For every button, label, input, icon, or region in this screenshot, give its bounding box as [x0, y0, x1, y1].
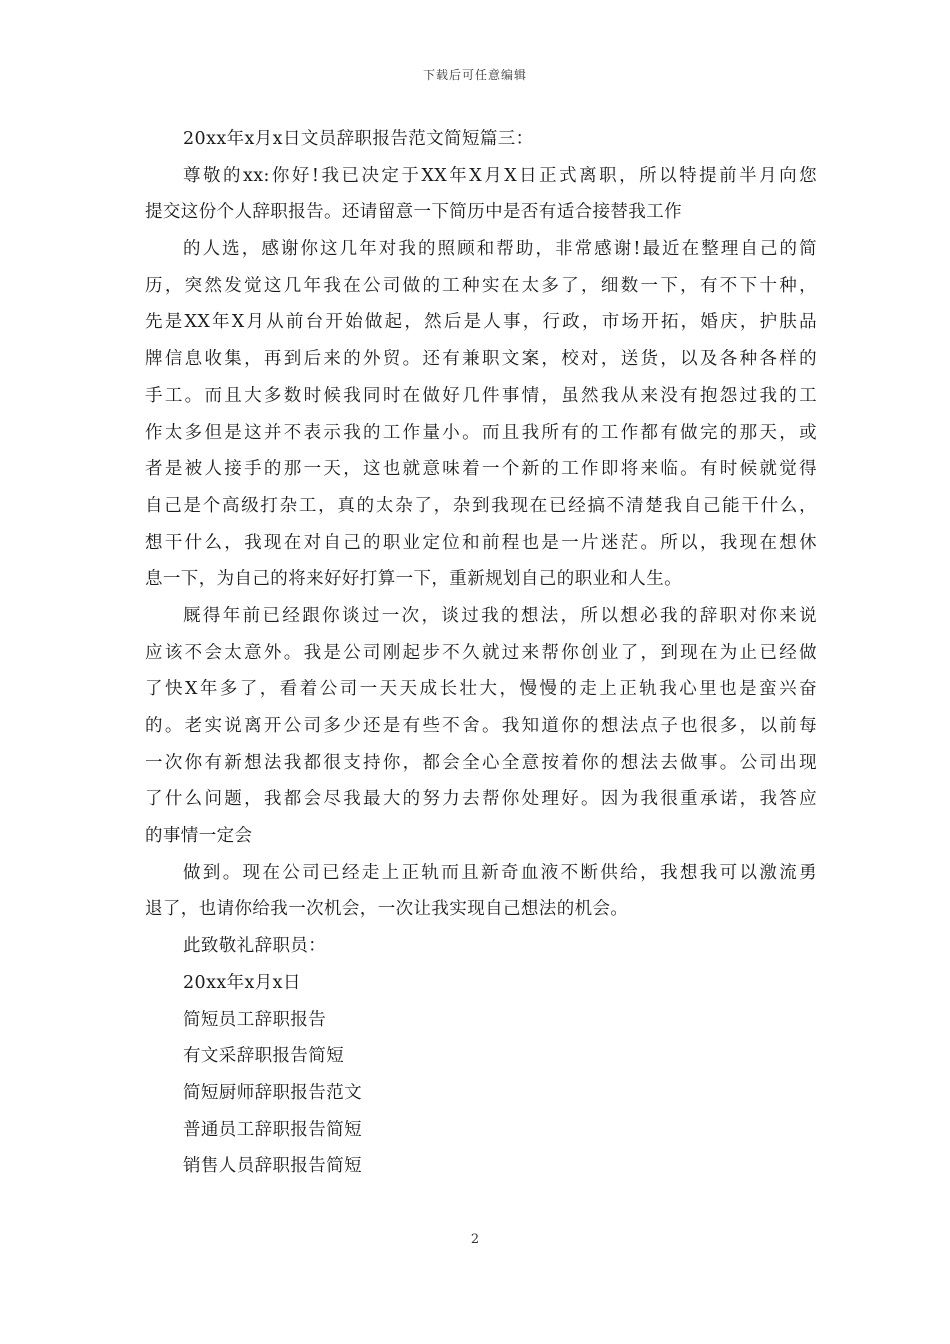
paragraph-line: 者是被人接手的那一天，这也就意味着一个新的工作即将来临。有时候就觉得	[145, 459, 817, 480]
paragraph-line: 了什么问题，我都会尽我最大的努力去帮你处理好。因为我很重承诺，我答应	[145, 789, 817, 810]
page-number: 2	[470, 1232, 480, 1247]
paragraph-line: 的事情一定会	[145, 826, 253, 847]
related-title: 简短厨师辞职报告范文	[183, 1082, 362, 1103]
closing-salutation: 此致敬礼辞职员：	[183, 936, 327, 957]
paragraph-line: 想干什么，我现在对自己的职业定位和前程也是一片迷茫。所以，我现在想休	[145, 532, 817, 553]
paragraph-line: 提交这份个人辞职报告。还请留意一下简历中是否有适合接替我工作	[145, 202, 682, 223]
closing-date: 20xx年x月x日	[183, 972, 301, 993]
related-title: 销售人员辞职报告简短	[183, 1156, 362, 1177]
header-note: 下载后可任意编辑	[422, 68, 527, 82]
paragraph-line: 应该不会太意外。我是公司刚起步不久就过来帮你创业了，到现在为止已经做	[145, 642, 817, 663]
related-title: 简短员工辞职报告	[183, 1009, 327, 1030]
paragraph-line: 历，突然发觉这几年我在公司做的工种实在太多了，细数一下，有不下十种，	[145, 275, 817, 296]
related-title: 有文采辞职报告简短	[183, 1046, 345, 1067]
paragraph-line: 息一下，为自己的将来好好打算一下，重新规划自己的职业和人生。	[145, 569, 682, 590]
section-title: 20xx年x月x日文员辞职报告范文简短篇三：	[183, 129, 534, 149]
paragraph-line: 厩得年前已经跟你谈过一次，谈过我的想法，所以想必我的辞职对你来说	[183, 605, 817, 626]
document-body	[145, 121, 817, 1185]
related-title: 普通员工辞职报告简短	[183, 1119, 362, 1140]
paragraph-line: 的。老实说离开公司多少还是有些不舍。我知道你的想法点子也很多，以前每	[145, 716, 817, 736]
paragraph-line: 的人选，感谢你这几年对我的照顾和帮助，非常感谢!最近在整理自己的简	[183, 239, 817, 260]
paragraph-line: 了快X年多了，看着公司一天天成长壮大，慢慢的走上正轨我心里也是蛮兴奋	[145, 679, 817, 700]
paragraph-line: 作太多但是这并不表示我的工作量小。而且我所有的工作都有做完的那天，或	[145, 422, 817, 443]
paragraph-line: 做到。现在公司已经走上正轨而且新奇血液不断供给，我想我可以激流勇	[183, 862, 817, 883]
paragraph-line: 一次你有新想法我都很支持你，都会全心全意按着你的想法去做事。公司出现	[145, 752, 817, 773]
paragraph-line: 先是XX年X月从前台开始做起，然后是人事，行政，市场开拓，婚庆，护肤品	[145, 312, 817, 333]
paragraph-line: 尊敬的xx:你好!我已决定于XX年X月X日正式离职，所以特提前半月向您	[183, 165, 817, 186]
paragraph-line: 自己是个高级打杂工，真的太杂了，杂到我现在已经搞不清楚我自己能干什么，	[145, 495, 817, 516]
paragraph-line: 手工。而且大多数时候我同时在做好几件事情，虽然我从来没有抱怨过我的工	[145, 385, 817, 406]
paragraph-line: 牌信息收集，再到后来的外贸。还有兼职文案，校对，送货，以及各种各样的	[145, 349, 817, 370]
paragraph-line: 退了，也请你给我一次机会，一次让我实现自己想法的机会。	[145, 899, 629, 920]
